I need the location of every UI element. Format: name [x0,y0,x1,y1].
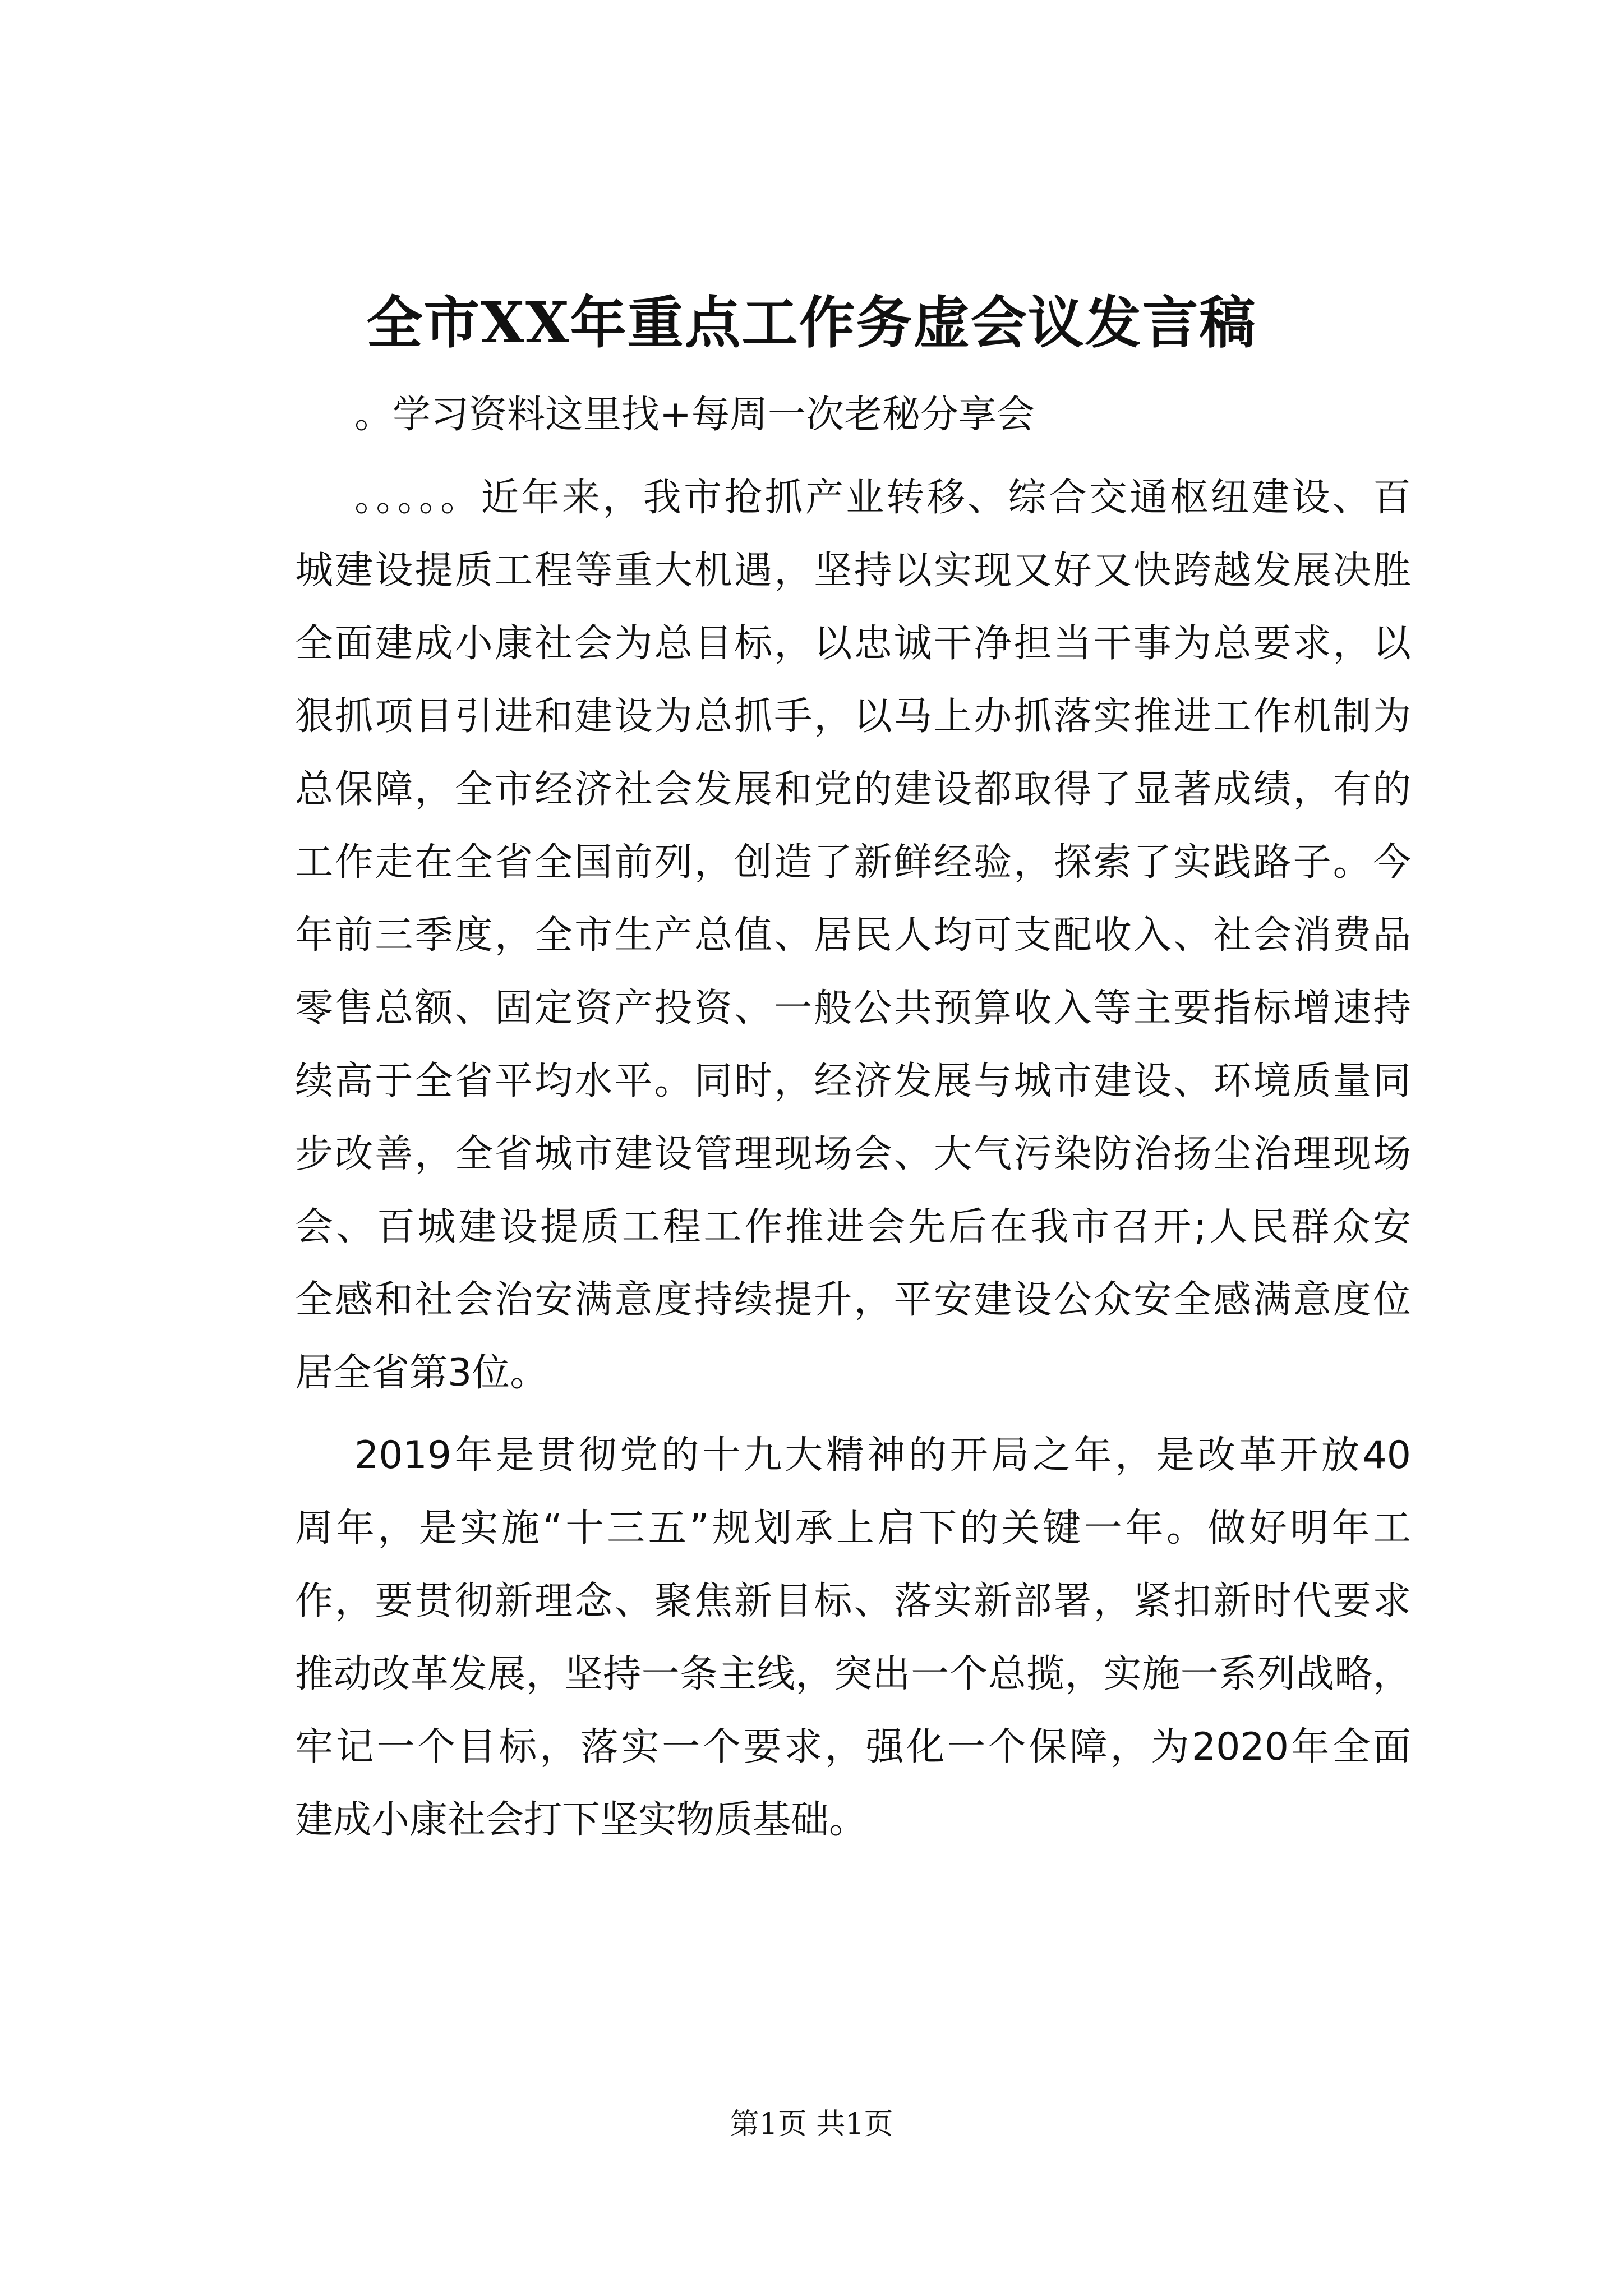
paragraph-2-line-3: 作，要贯彻新理念、聚焦新目标、落实新部署，紧扣新时代要求 [295,1579,1411,1623]
paragraph-1-line-9: 续高于全省平均水平。同时，经济发展与城市建设、环境质量同 [295,1059,1411,1103]
paragraph-1-line-13: 居全省第3位。 [295,1351,548,1395]
promo-line: 。学习资料这里找+每周一次老秘分享会 [354,393,1035,437]
paragraph-2-line-4: 推动改革发展，坚持一条主线，突出一个总揽，实施一系列战略， [295,1652,1411,1696]
paragraph-1-line-12: 全感和社会治安满意度持续提升，平安建设公众安全感满意度位 [295,1278,1411,1322]
paragraph-1-line-1: 。。。。。近年来，我市抢抓产业转移、综合交通枢纽建设、百 [354,476,1411,520]
page-footer: 第1页 共1页 [730,2108,893,2141]
paragraph-2-line-5: 牢记一个目标，落实一个要求，强化一个保障，为2020年全面 [295,1725,1411,1769]
paragraph-1-line-10: 步改善，全省城市建设管理现场会、大气污染防治扬尘治理现场 [295,1132,1411,1176]
paragraph-1-line-5: 总保障，全市经济社会发展和党的建设都取得了显著成绩，有的 [295,767,1411,812]
paragraph-2-line-2: 周年，是实施“十三五”规划承上启下的关键一年。做好明年工 [295,1506,1411,1550]
paragraph-1-line-8: 零售总额、固定资产投资、一般公共预算收入等主要指标增速持 [295,986,1411,1030]
paragraph-1-line-3: 全面建成小康社会为总目标，以忠诚干净担当干事为总要求，以 [295,622,1411,666]
paragraph-1-line-4: 狠抓项目引进和建设为总抓手，以马上办抓落实推进工作机制为 [295,694,1411,739]
paragraph-2-line-1: 2019年是贯彻党的十九大精神的开局之年，是改革开放40 [354,1433,1411,1478]
document-title: 全市XX年重点工作务虚会议发言稿 [366,289,1257,356]
paragraph-1-line-7: 年前三季度，全市生产总值、居民人均可支配收入、社会消费品 [295,913,1411,958]
paragraph-1-line-11: 会、百城建设提质工程工作推进会先后在我市召开;人民群众安 [295,1205,1411,1249]
paragraph-1-line-2: 城建设提质工程等重大机遇，坚持以实现又好又快跨越发展决胜 [295,549,1411,593]
paragraph-1-line-6: 工作走在全省全国前列，创造了新鲜经验，探索了实践路子。今 [295,840,1411,885]
paragraph-2-line-6: 建成小康社会打下坚实物质基础。 [295,1798,868,1842]
